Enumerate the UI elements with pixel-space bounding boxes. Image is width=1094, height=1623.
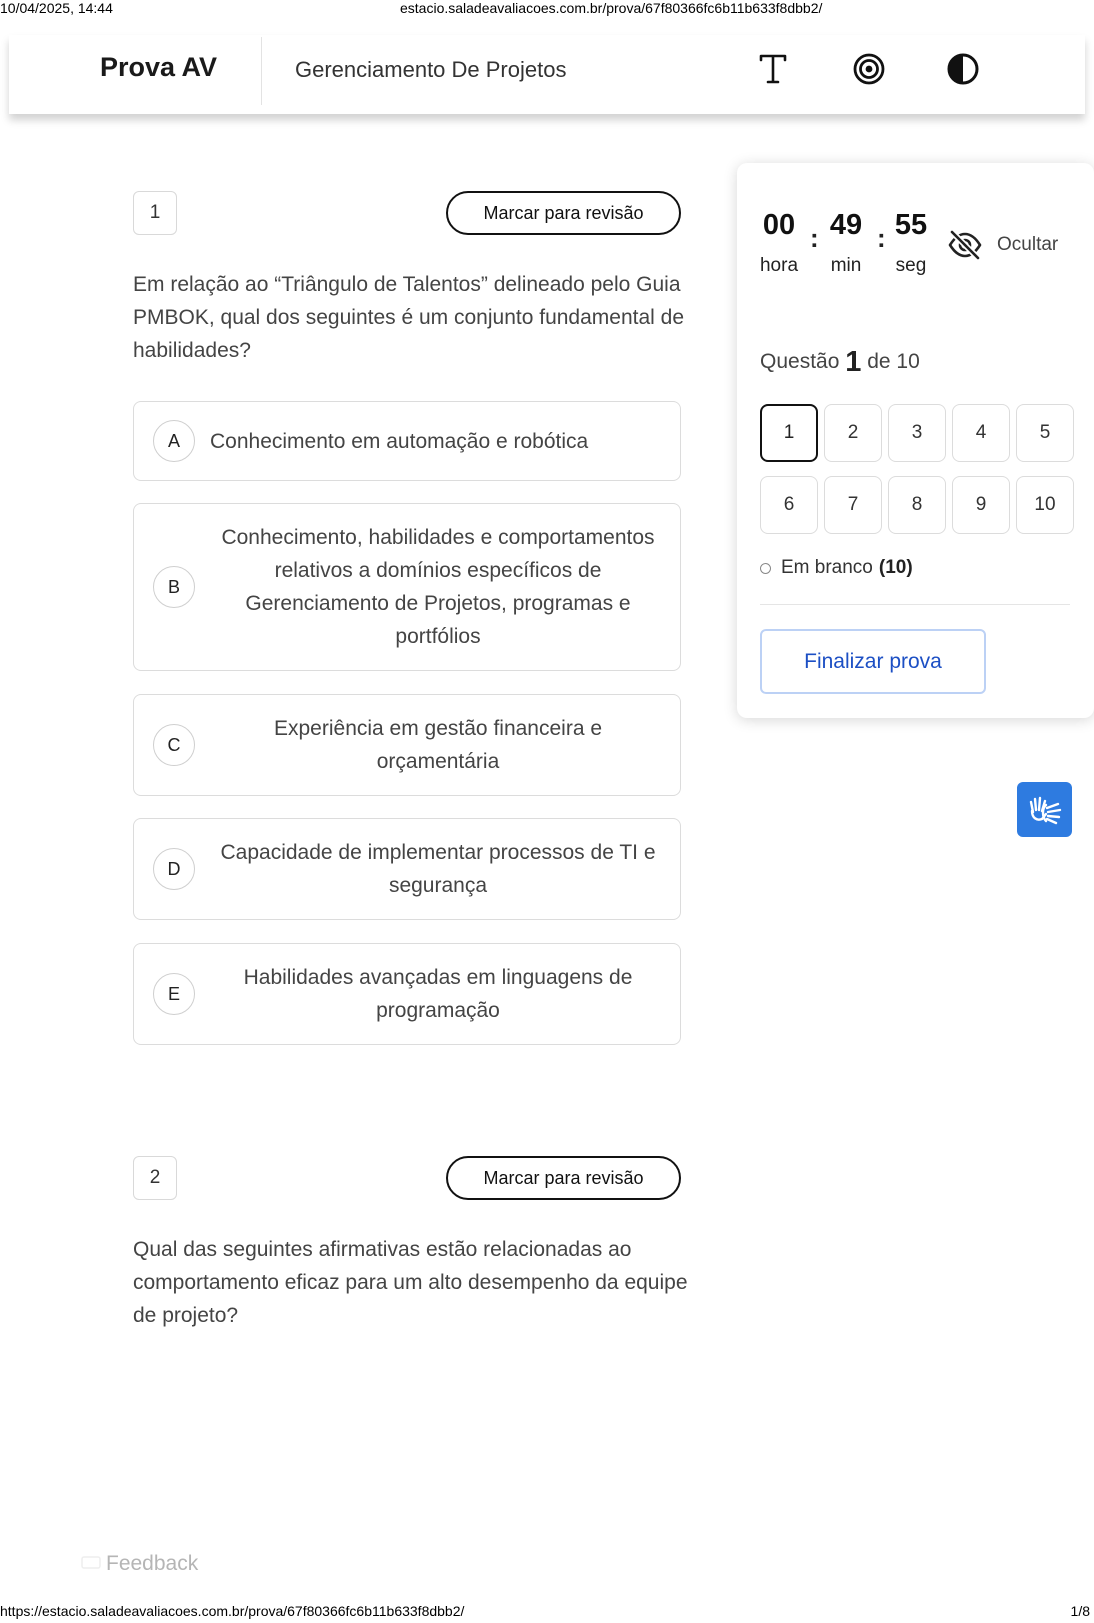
option-letter-c: C	[153, 724, 195, 766]
nav-question-10[interactable]: 10	[1016, 476, 1074, 534]
question-number-1: 1	[133, 191, 177, 235]
mark-review-button-q2[interactable]: Marcar para revisão	[446, 1156, 681, 1200]
blank-dot-icon	[760, 563, 771, 574]
feedback-label: Feedback	[106, 1552, 199, 1575]
timer-seconds: 55	[894, 209, 928, 241]
nav-question-3[interactable]: 3	[888, 404, 946, 462]
nav-question-5[interactable]: 5	[1016, 404, 1074, 462]
feedback-icon	[80, 1555, 102, 1573]
option-letter-d: D	[153, 848, 195, 890]
print-page-number: 1/8	[1070, 1603, 1090, 1619]
sign-language-hands-icon	[1027, 792, 1063, 828]
app-header	[9, 35, 1085, 114]
timer-separator-2: :	[877, 223, 886, 253]
option-text-c: Experiência em gestão financeira e orçamentária	[273, 717, 603, 773]
exam-status-panel	[737, 163, 1094, 718]
blank-label: Em branco	[781, 557, 873, 578]
nav-question-6[interactable]: 6	[760, 476, 818, 534]
option-letter-e: E	[153, 973, 195, 1015]
timer-hours: 00	[762, 209, 796, 241]
timer-minutes-label: min	[830, 255, 862, 276]
timer-seconds-label: seg	[895, 255, 927, 276]
option-a[interactable]	[133, 401, 681, 481]
nav-question-8[interactable]: 8	[888, 476, 946, 534]
option-letter-a: A	[153, 420, 195, 462]
nav-question-7[interactable]: 7	[824, 476, 882, 534]
course-title: Gerenciamento De Projetos	[295, 57, 567, 82]
feedback-button[interactable]	[80, 1552, 198, 1576]
font-size-icon	[758, 53, 788, 85]
question-text-2: Qual das seguintes afirmativas estão relacionadas ao comportamento eficaz para um alto desempenho da equipe de projeto?	[133, 1238, 688, 1327]
nav-question-2[interactable]: 2	[824, 404, 882, 462]
print-url: estacio.saladeavaliacoes.com.br/prova/67f80366fc6b11b633f8dbb2/	[400, 0, 823, 16]
hide-timer-label: Ocultar	[997, 234, 1059, 255]
option-text-b: Conhecimento, habilidades e comportamentos relativos a domínios específicos de Gerenciamento de Projetos, programas e portfólios	[221, 526, 655, 648]
nav-question-1[interactable]: 1	[760, 404, 818, 462]
timer-separator-1: :	[810, 223, 819, 253]
question-counter-current: 1	[845, 346, 862, 378]
libras-accessibility-button[interactable]	[1017, 782, 1072, 837]
header-divider	[261, 37, 262, 105]
eye-off-icon	[947, 229, 983, 261]
option-b[interactable]	[133, 503, 681, 671]
focus-target-icon	[852, 52, 886, 86]
nav-question-9[interactable]: 9	[952, 476, 1010, 534]
mark-review-button-q1[interactable]: Marcar para revisão	[446, 191, 681, 235]
timer-minutes: 49	[829, 209, 863, 241]
option-text-d: Capacidade de implementar processos de TI e segurança	[220, 841, 656, 897]
option-c[interactable]	[133, 694, 681, 796]
nav-question-4[interactable]: 4	[952, 404, 1010, 462]
print-datetime: 10/04/2025, 14:44	[0, 0, 113, 16]
contrast-button[interactable]	[941, 47, 985, 91]
timer-hours-label: hora	[759, 255, 799, 276]
option-d[interactable]	[133, 818, 681, 920]
panel-divider	[760, 604, 1070, 605]
contrast-icon	[946, 52, 980, 86]
blank-count: (10)	[878, 557, 913, 578]
blank-status	[760, 557, 913, 579]
print-header	[0, 0, 1094, 16]
option-letter-b: B	[153, 566, 195, 608]
option-text-e: Habilidades avançadas em linguagens de programação	[243, 966, 633, 1022]
finish-exam-button[interactable]: Finalizar prova	[760, 629, 986, 694]
question-number-2: 2	[133, 1156, 177, 1200]
brand-title: Prova AV	[100, 52, 218, 82]
question-counter-prefix: Questão	[760, 350, 840, 373]
option-text-a: Conhecimento em automação e robótica	[210, 429, 589, 453]
print-footer-url: https://estacio.saladeavaliacoes.com.br/prova/67f80366fc6b11b633f8dbb2/	[0, 1603, 465, 1619]
focus-mode-button[interactable]	[847, 47, 891, 91]
hide-timer-button[interactable]	[947, 223, 1087, 267]
print-footer	[0, 1603, 1094, 1621]
question-counter	[760, 346, 920, 379]
question-counter-suffix: de 10	[867, 350, 920, 373]
font-size-button[interactable]	[751, 47, 795, 91]
option-e[interactable]	[133, 943, 681, 1045]
question-text-1: Em relação ao “Triângulo de Talentos” delineado pelo Guia PMBOK, qual dos seguintes é um conjunto fundamental de habilidades?	[133, 273, 685, 362]
